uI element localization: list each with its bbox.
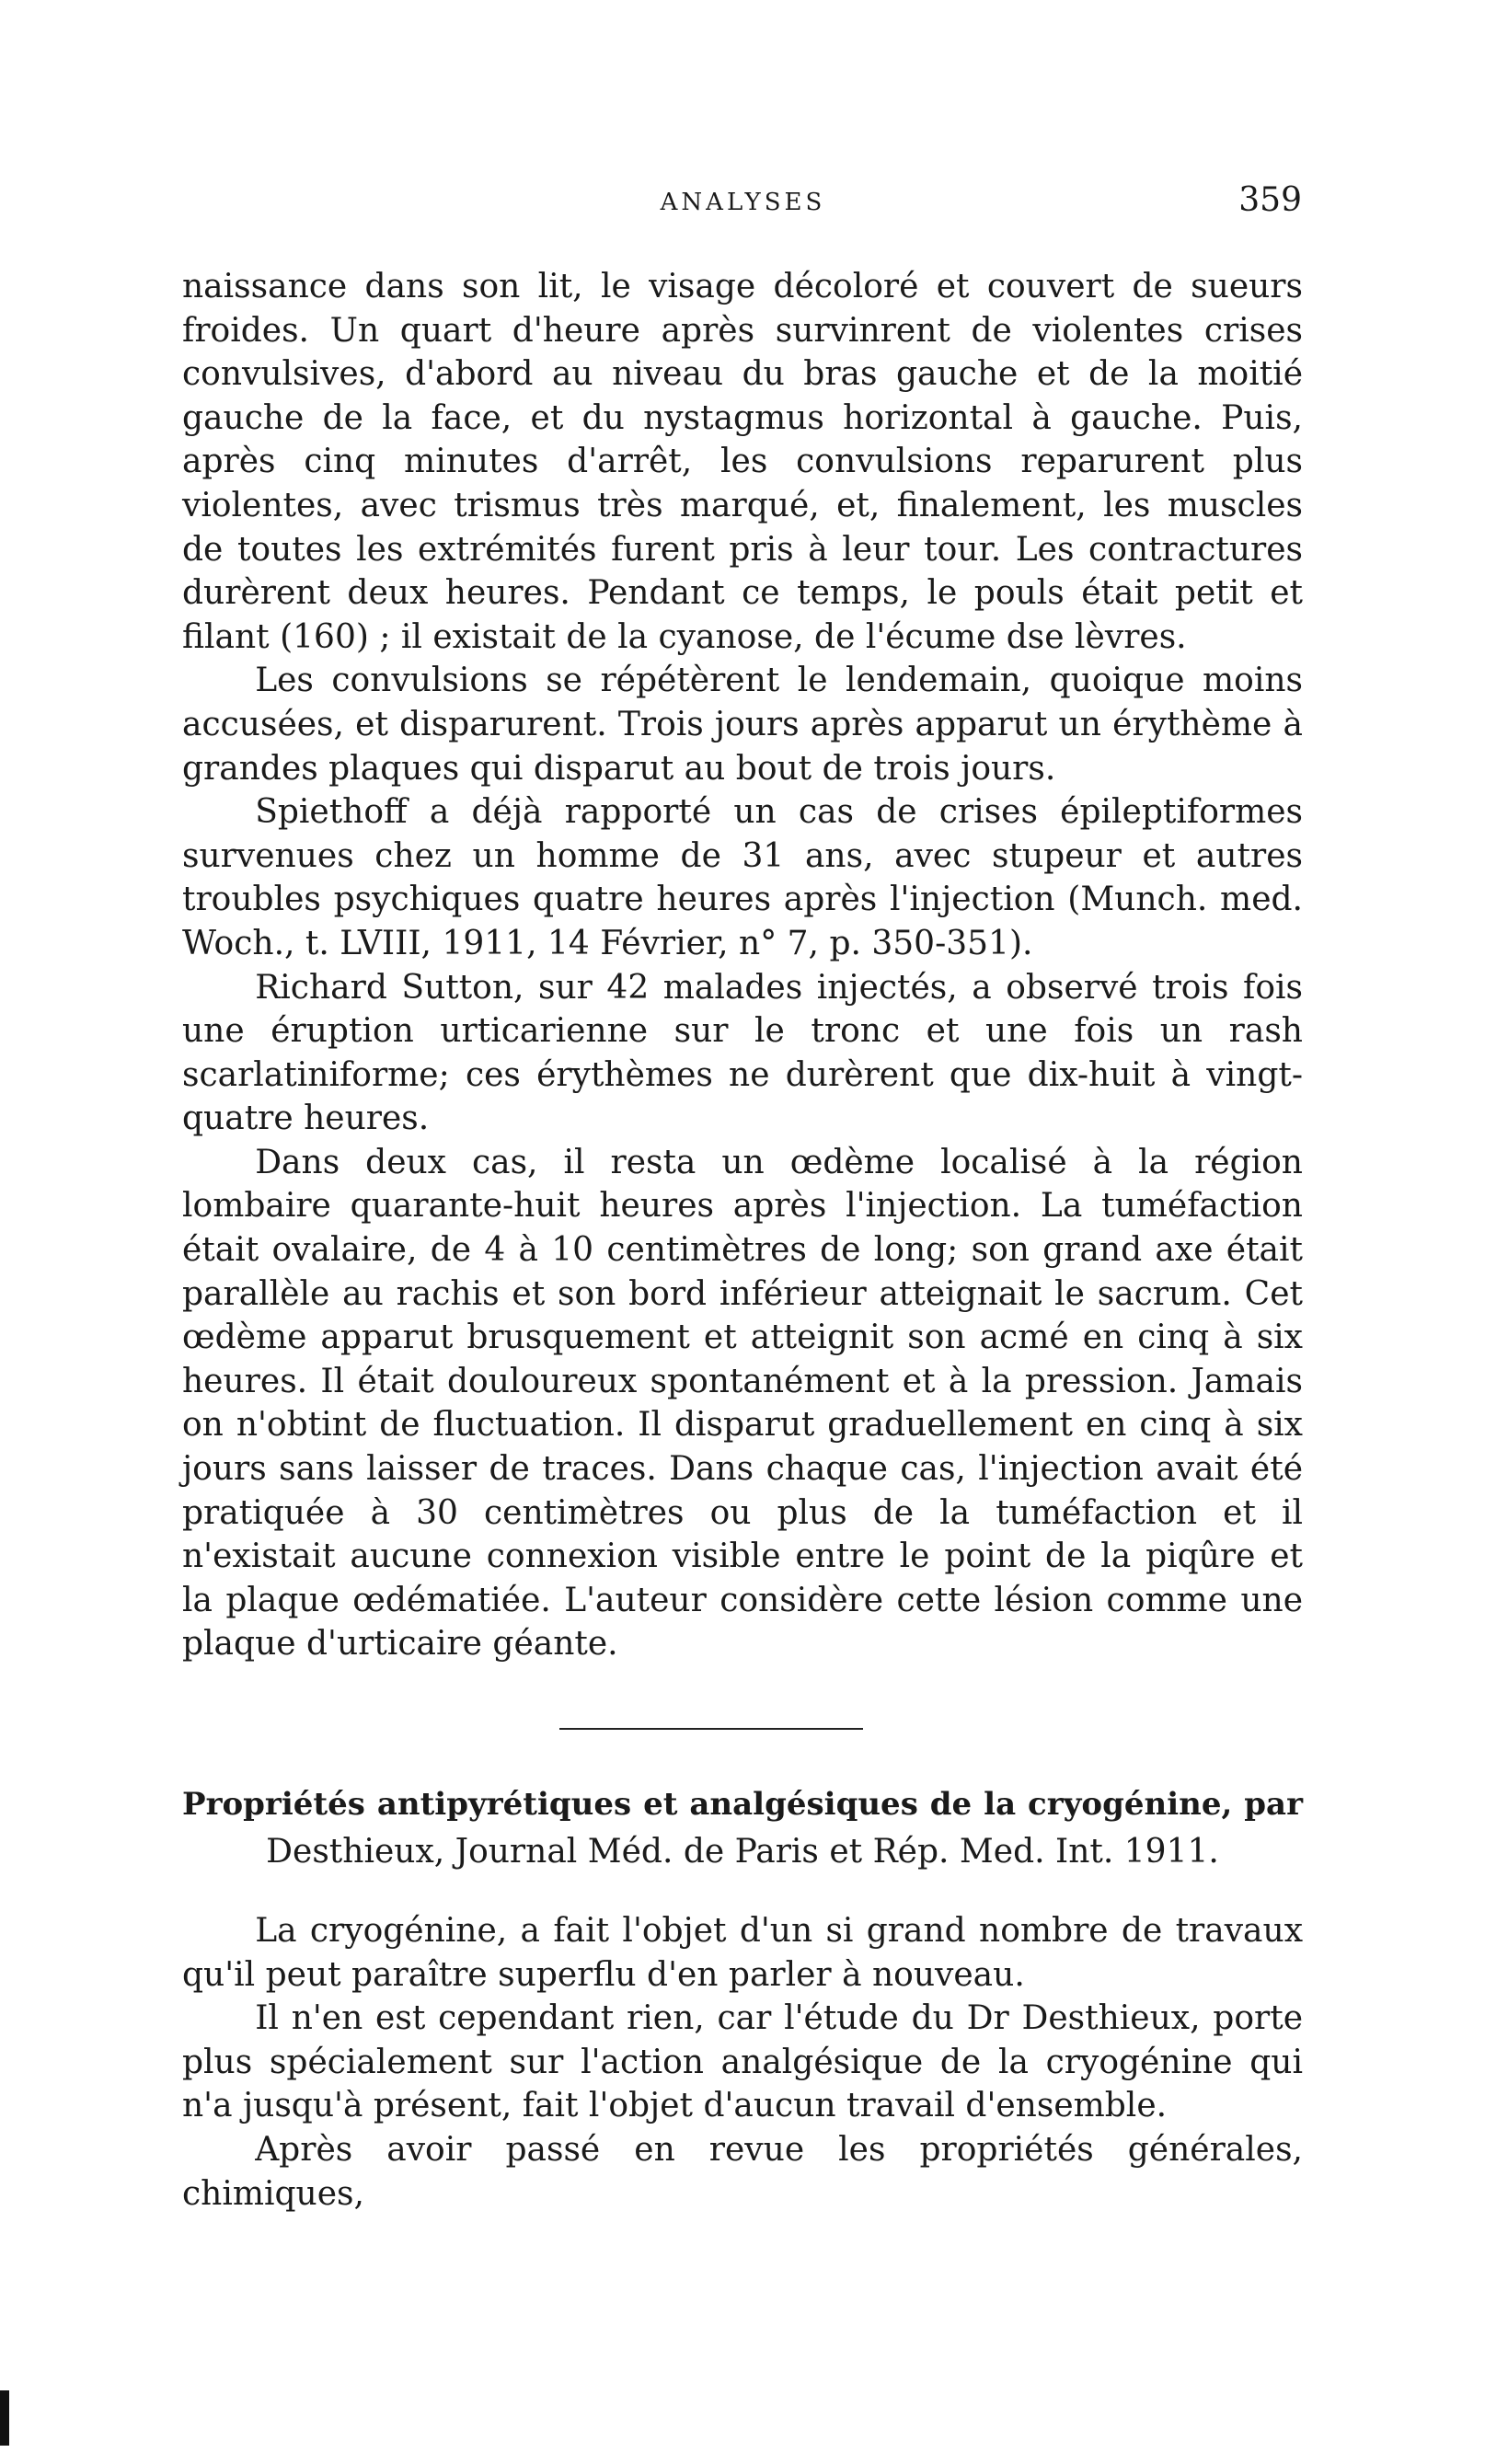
paragraph: Dans deux cas, il resta un œdème localisé à la région lombaire quarante-huit heures après l'injection. La tuméfaction était ovalaire, de 4 à 10 centimètres de long; son grand axe était parallèle au rachis et son bord inférieur atteignait le sacrum. Cet œdème apparut brusquement et atteignit son acmé en cinq à six heures. Il était douloureux spontanément et à la pression. Jamais on n'obtint de fluctuation. Il disparut graduellement en cinq à six jours sans laisser de traces. Dans chaque cas, l'injection avait été pratiquée à 30 centimètres ou plus de la tuméfaction et il n'existait aucune connexion visible entre le point de la piqûre et la plaque œdématiée. L'auteur considère cette lésion comme une plaque d'urticaire géante. — [182, 1143, 1303, 1664]
paragraph: Il n'en est cependant rien, car l'étude du Dr Desthieux, porte plus spécialement sur l'action analgésique de la cryogénine qui n'a jusqu'à présent, fait l'objet d'aucun travail d'ensemble. — [182, 1999, 1303, 2125]
section-body — [182, 1909, 1303, 2216]
analysis-body — [182, 265, 1303, 1666]
paragraph: Spiethoff a déjà rapporté un cas de crises épileptiformes survenues chez un homme de 31 ans, avec stupeur et autres troubles psychiques quatre heures après l'injection (Munch. med. Woch., t. LVIII, 1911, 14 Février, n° 7, p. 350-351). — [182, 793, 1303, 962]
page-number: 359 — [1238, 181, 1302, 219]
section-divider — [559, 1728, 863, 1730]
section-citation: Desthieux, Journal Méd. de Paris et Rép. Med. Int. 1911. — [266, 1833, 1219, 1871]
paragraph-continued: naissance dans son lit, le visage décoloré et couvert de sueurs froides. Un quart d'heure après survinrent de violentes crises convulsives, d'abord au niveau du bras gauche et de la moitié gauche de la face, et du nystagmus horizontal à gauche. Puis, après cinq minutes d'arrêt, les convulsions reparurent plus violentes, avec trismus très marqué, et, finalement, les muscles de toutes les extrémités furent pris à leur tour. Les contractures durèrent deux heures. Pendant ce temps, le pouls était petit et filant (160) ; il existait de la cyanose, de l'écume dse lèvres. — [182, 268, 1303, 656]
paragraph: Après avoir passé en revue les propriétés générales, chimiques, — [182, 2130, 1303, 2213]
paragraph: La cryogénine, a fait l'objet d'un si grand nombre de travaux qu'il peut paraître superflu d'en parler à nouveau. — [182, 1912, 1303, 1994]
scan-edge-mark — [0, 2390, 9, 2446]
running-title: ANALYSES — [660, 189, 826, 216]
running-head — [184, 181, 1302, 225]
paragraph: Les convulsions se répétèrent le lendemain, quoique moins accusées, et disparurent. Trois jours après apparut un érythème à grandes plaques qui disparut au bout de trois jours. — [182, 662, 1303, 788]
paragraph: Richard Sutton, sur 42 malades injectés, a observé trois fois une éruption urticarienne sur le tronc et une fois un rash scarlatiniforme; ces érythèmes ne durèrent que dix-huit à vingt-quatre heures. — [182, 968, 1303, 1138]
section-heading — [182, 1780, 1303, 1876]
section-title: Propriétés antipyrétiques et analgésiques de la cryogénine, par — [182, 1786, 1303, 1823]
